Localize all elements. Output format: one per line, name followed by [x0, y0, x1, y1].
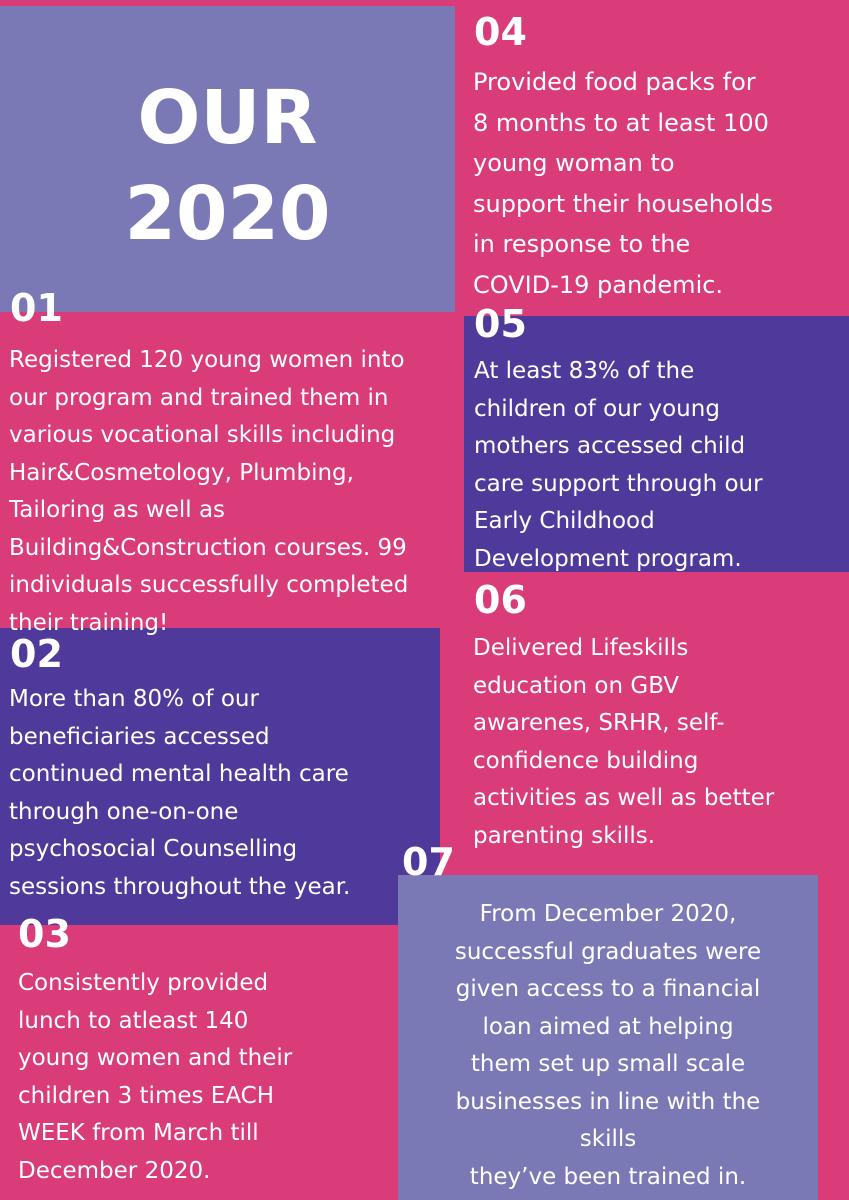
item-06-number: 06	[474, 578, 527, 622]
item-02-number: 02	[10, 632, 63, 676]
item-04-text: Provided food packs for 8 months to at least 100 young woman to support their households in response to the COVID-19 pandemic.	[473, 68, 773, 299]
title-line-1: OUR	[137, 75, 318, 161]
title-line-2: 2020	[124, 171, 331, 257]
item-07-text: From December 2020, successful graduates were given access to a financial loan aimed at helping them set up small scale businesses in line with the skills they’ve been trained in.	[454, 901, 762, 1190]
item-03-number: 03	[18, 912, 71, 956]
item-05-number: 05	[474, 302, 527, 346]
item-03-text: Consistently provided lunch to atleast 140 young women and their children 3 times EACH WEEK from March till December 2020.	[18, 970, 293, 1184]
item-07-number: 07	[402, 840, 455, 884]
item-05-text: At least 83% of the children of our young mothers accessed child care support through our Early Childhood Development program.	[474, 358, 763, 572]
item-04-number: 04	[474, 10, 527, 54]
item-06-text: Delivered Lifeskills education on GBV awarenes, SRHR, self- confidence building activities as well as better parenting skills.	[473, 635, 775, 849]
item-02-text: More than 80% of our beneficiaries accessed continued mental health care through one-on-one psychosocial Counselling sessions throughout the year.	[9, 686, 351, 900]
item-01-number: 01	[10, 286, 63, 330]
page-title	[0, 70, 455, 262]
item-01-text: Registered 120 young women into our program and trained them in various vocational skills including Hair&Cosmetology, Plumbing, Tailoring as well as Building&Construction courses. 99 individuals successfully completed their training!	[9, 347, 409, 636]
